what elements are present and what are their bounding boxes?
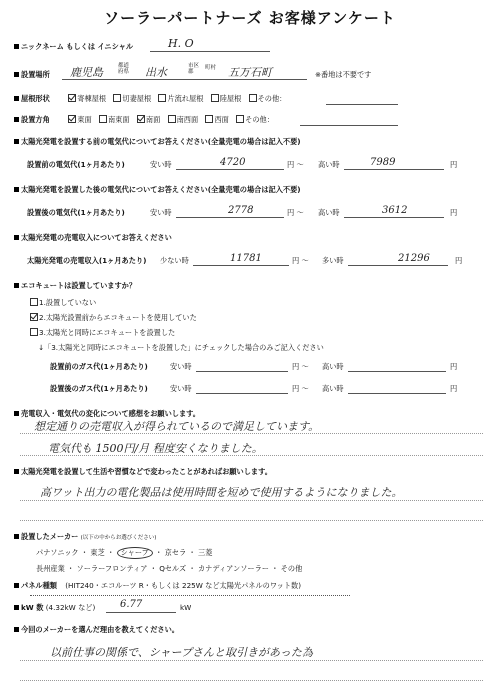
panel-row: パネル種類 (HIT240・エコルーツ R・もしくは 225W など太陽光パネルのワット数) xyxy=(14,581,301,591)
reason-line xyxy=(20,660,483,661)
ecocute-note: ↓「3.太陽光と同時にエコキュートを設置した」にチェックした場合のみご記入ください xyxy=(38,343,324,352)
address-town[interactable]: 五万石町 xyxy=(228,66,272,79)
sell-high-underline xyxy=(348,265,448,266)
checkbox-checked-icon[interactable] xyxy=(30,313,38,321)
gas-before-low-label: 安い時 xyxy=(170,362,192,371)
sell-high-label: 多い時 xyxy=(322,256,344,265)
prefecture-small-label: 都道府県 xyxy=(118,63,130,75)
lifestyle-line xyxy=(20,520,483,521)
maker-kyocera[interactable]: 京セラ xyxy=(164,548,187,557)
impression-text-1[interactable]: 想定通りの売電収入が得られているので満足しています。 xyxy=(34,420,320,433)
gas-before-high-label: 高い時 xyxy=(322,362,344,371)
bullet-square-icon xyxy=(14,411,19,416)
checkbox-checked-icon[interactable] xyxy=(68,94,76,102)
lifestyle-text-1[interactable]: 高ワット出力の電化製品は使用時間を短めで使用するようになりました。 xyxy=(40,486,403,499)
kw-row: kW 数 (4.32kW など) xyxy=(14,603,95,613)
bullet-square-icon xyxy=(14,96,19,101)
lifestyle-line xyxy=(20,500,483,501)
after-bill-low-value[interactable]: 2778 xyxy=(228,205,254,216)
bullet-square-icon xyxy=(14,627,19,632)
page-title: ソーラーパートナーズ お客様アンケート xyxy=(104,9,396,27)
lifestyle-heading: 太陽光発電を設置して生活や習慣などで変わったことがあればお願いします。 xyxy=(14,467,272,477)
maker-sharp-selected[interactable]: シャープ xyxy=(117,547,153,559)
bullet-square-icon xyxy=(14,72,19,77)
reason-line xyxy=(20,680,483,681)
sell-high-value[interactable]: 21296 xyxy=(398,253,430,264)
bullet-square-icon xyxy=(14,117,19,122)
gas-after-high-label: 高い時 xyxy=(322,384,344,393)
gas-after-label: 設置後のガス代(1ヶ月あたり) xyxy=(50,384,148,393)
gas-before-low-underline xyxy=(196,371,288,372)
city-small-label: 市区郡 xyxy=(188,63,200,75)
bullet-square-icon xyxy=(14,187,19,192)
before-bill-unit: 円 xyxy=(450,160,458,169)
bullet-square-icon xyxy=(14,469,19,474)
ecocute-option-2[interactable]: 2.太陽光設置前からエコキュートを使用していた xyxy=(30,313,197,323)
checkbox-checked-icon[interactable] xyxy=(68,115,76,123)
bullet-square-icon xyxy=(14,44,19,49)
impression-heading: 売電収入・電気代の変化について感想をお願いします。 xyxy=(14,409,200,419)
checkbox-icon[interactable] xyxy=(30,298,38,306)
gas-after-tilde: 円 〜 xyxy=(292,384,309,393)
direction-option-west[interactable]: 西面 xyxy=(205,115,228,125)
bullet-square-icon xyxy=(14,583,19,588)
reason-heading: 今回のメーカーを選んだ理由を教えてください。 xyxy=(14,625,179,635)
before-bill-label: 設置前の電気代(1ヶ月あたり) xyxy=(27,160,125,169)
before-bill-heading: 太陽光発電を設置する前の電気代についてお答えください(全量売電の場合は記入不要) xyxy=(14,137,301,147)
ecocute-option-3[interactable]: 3.太陽光と同時にエコキュートを設置した xyxy=(30,328,175,338)
gas-before-high-underline xyxy=(348,371,446,372)
gas-before-unit: 円 xyxy=(450,362,458,371)
bullet-square-icon xyxy=(14,534,19,539)
bullet-square-icon xyxy=(14,235,19,240)
maker-heading-row: 設置したメーカー (以下の中からお選びください) xyxy=(14,532,156,543)
direction-option-east[interactable]: 東面 xyxy=(68,115,91,125)
after-bill-label: 設置後の電気代(1ヶ月あたり) xyxy=(27,208,125,217)
maker-panasonic[interactable]: パナソニック xyxy=(36,548,79,557)
town-small-label: 町村 xyxy=(205,65,217,71)
before-bill-tilde: 円 〜 xyxy=(287,160,304,169)
gas-after-low-label: 安い時 xyxy=(170,384,192,393)
roof-option-flat[interactable]: 陸屋根 xyxy=(211,94,242,104)
checkbox-icon[interactable] xyxy=(236,115,244,123)
bullet-square-icon xyxy=(14,139,19,144)
maker-mitsubishi[interactable]: 三菱 xyxy=(198,548,213,557)
sell-unit: 円 xyxy=(455,256,463,265)
after-bill-tilde: 円 〜 xyxy=(287,208,304,217)
checkbox-icon[interactable] xyxy=(249,94,257,102)
checkbox-icon[interactable] xyxy=(113,94,121,102)
roof-other-underline xyxy=(326,104,398,105)
gas-before-label: 設置前のガス代(1ヶ月あたり) xyxy=(50,362,148,371)
address-prefecture[interactable]: 鹿児島 xyxy=(70,66,103,79)
sell-heading: 太陽光発電の売電収入についてお答えください xyxy=(14,233,172,243)
checkbox-icon[interactable] xyxy=(211,94,219,102)
gas-before-tilde: 円 〜 xyxy=(292,362,309,371)
checkbox-icon[interactable] xyxy=(30,328,38,336)
ecocute-option-1[interactable]: 1.設置していない xyxy=(30,298,96,308)
after-bill-low-label: 安い時 xyxy=(150,208,172,217)
after-bill-unit: 円 xyxy=(450,208,458,217)
direction-option-southeast[interactable]: 南東面 xyxy=(99,115,130,125)
direction-row: 設置方角 東面 南東面 南面 南西面 西面 その他： xyxy=(14,115,279,125)
impression-text-2[interactable]: 電気代も 1500円/月 程度安くなりました。 xyxy=(48,442,263,455)
before-bill-high-underline xyxy=(344,169,444,170)
before-bill-low-value[interactable]: 4720 xyxy=(220,157,246,168)
roof-option-shed[interactable]: 片流れ屋根 xyxy=(158,94,203,104)
sell-low-label: 少ない時 xyxy=(160,256,189,265)
gas-after-high-underline xyxy=(348,393,446,394)
nickname-underline xyxy=(150,51,270,52)
address-label: 設置場所 xyxy=(14,70,50,80)
sell-low-underline xyxy=(193,265,289,266)
sell-low-value[interactable]: 11781 xyxy=(230,253,262,264)
kw-underline xyxy=(106,612,176,613)
roof-option-hip[interactable]: 寄棟屋根 xyxy=(68,94,106,104)
direction-option-other[interactable]: その他： xyxy=(236,115,274,125)
gas-after-low-underline xyxy=(196,393,288,394)
roof-option-other[interactable]: その他： xyxy=(249,94,287,104)
panel-underline xyxy=(30,595,350,596)
after-bill-high-value[interactable]: 3612 xyxy=(382,205,408,216)
direction-other-underline xyxy=(300,125,398,126)
nickname-label: ニックネーム もしくは イニシャル xyxy=(14,42,133,52)
direction-option-south[interactable]: 南面 xyxy=(137,115,160,125)
after-bill-low-underline xyxy=(176,217,284,218)
before-bill-high-label: 高い時 xyxy=(318,160,340,169)
maker-toshiba[interactable]: 東芝 xyxy=(90,548,105,557)
address-note: ※番地は不要です xyxy=(315,70,372,79)
kw-unit: kW xyxy=(180,603,192,612)
checkbox-icon[interactable] xyxy=(99,115,107,123)
sell-tilde: 円 〜 xyxy=(292,256,309,265)
nickname-value[interactable]: H. O xyxy=(168,37,194,50)
bullet-square-icon xyxy=(14,283,19,288)
before-bill-low-underline xyxy=(176,169,284,170)
before-bill-low-label: 安い時 xyxy=(150,160,172,169)
checkbox-icon[interactable] xyxy=(168,115,176,123)
sell-label: 太陽光発電の売電収入(1ヶ月あたり) xyxy=(27,256,147,265)
reason-text-1[interactable]: 以前仕事の関係で、シャープさんと取引きがあった為 xyxy=(50,646,313,659)
maker-row-2[interactable]: 長州産業 ・ ソーラーフロンティア ・ Qセルズ ・ カナディアンソーラー ・ その他 xyxy=(36,564,303,573)
maker-row-1: パナソニック ・ 東芝 ・ シャープ ・ 京セラ ・ 三菱 xyxy=(36,548,213,557)
checkbox-checked-icon[interactable] xyxy=(137,115,145,123)
bullet-square-icon xyxy=(14,605,19,610)
direction-option-southwest[interactable]: 南西面 xyxy=(168,115,199,125)
roof-option-gable[interactable]: 切妻屋根 xyxy=(113,94,151,104)
before-bill-high-value[interactable]: 7989 xyxy=(370,157,396,168)
gas-after-unit: 円 xyxy=(450,384,458,393)
after-bill-high-underline xyxy=(344,217,444,218)
ecocute-heading: エコキュートは設置していますか？ xyxy=(14,281,136,291)
kw-value[interactable]: 6.77 xyxy=(120,599,143,610)
checkbox-icon[interactable] xyxy=(205,115,213,123)
checkbox-icon[interactable] xyxy=(158,94,166,102)
after-bill-heading: 太陽光発電を設置した後の電気代についてお答えください(全量売電の場合は記入不要) xyxy=(14,185,301,195)
roof-row: 屋根形状 寄棟屋根 切妻屋根 片流れ屋根 陸屋根 その他： xyxy=(14,94,291,104)
after-bill-high-label: 高い時 xyxy=(318,208,340,217)
address-city[interactable]: 出水 xyxy=(145,66,167,79)
